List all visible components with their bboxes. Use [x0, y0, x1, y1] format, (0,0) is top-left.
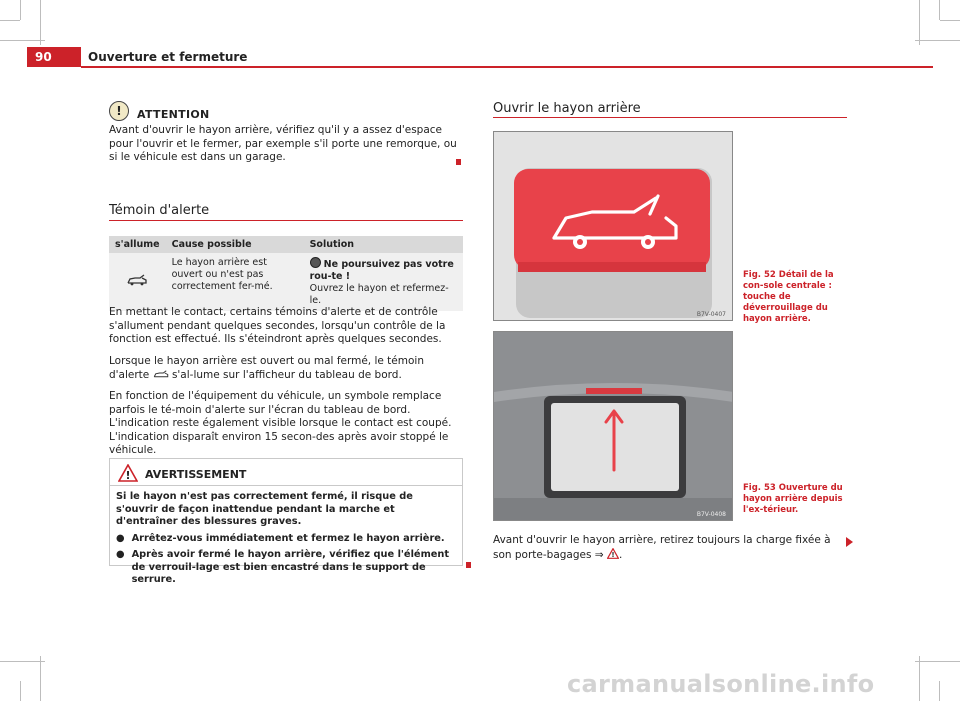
warning-box	[109, 458, 463, 585]
tailgate-button-illustration	[494, 132, 733, 321]
figure-53	[493, 331, 733, 521]
warning-title: AVERTISSEMENT	[145, 468, 247, 481]
attention-icon: !	[109, 101, 129, 121]
crop-mark	[915, 661, 960, 662]
paragraph-part: Lorsque le hayon arrière est ouvert ou mal fermé, le témoin d'alerte	[109, 355, 424, 381]
paragraph-part: .	[618, 548, 623, 561]
tailgate-exterior-illustration	[494, 332, 733, 521]
crop-mark	[940, 20, 960, 21]
open-tailgate-icon	[127, 274, 147, 286]
paragraph: En mettant le contact, certains témoins d'alerte et de contrôle s'allument pendant quelques secondes, lorsqu'un contrôle de la fonction est effectué. Ils s'éteindront après quelques secondes.	[109, 306, 446, 345]
section-rule	[109, 220, 463, 221]
section-title-warning-light: Témoin d'alerte	[109, 203, 210, 218]
table-header: s'allume	[109, 236, 166, 253]
table-row	[109, 253, 463, 311]
svg-text:!: !	[611, 550, 615, 559]
svg-text:!: !	[125, 469, 131, 482]
crop-mark	[0, 40, 45, 41]
crop-mark	[20, 681, 21, 701]
warning-light-table	[109, 236, 463, 311]
crop-mark	[919, 656, 920, 701]
header-rule	[81, 66, 933, 68]
crop-mark	[939, 681, 940, 701]
crop-mark	[919, 0, 920, 45]
list-item	[116, 549, 456, 587]
figure-caption: Fig. 52 Détail de la con-sole centrale : touche de déverrouillage du hayon arrière.	[743, 270, 834, 324]
attention-title: ATTENTION	[137, 108, 210, 121]
table-header: Solution	[304, 236, 463, 253]
watermark: carmanualsonline.info	[567, 670, 875, 698]
paragraph-part: s'al-lume sur l'afficheur du tableau de bord.	[171, 368, 402, 381]
solution-bold-text: Ne poursuivez pas votre rou-te !	[309, 259, 454, 282]
table-cell-cause: Le hayon arrière est ouvert ou n'est pas correctement fer-mé.	[166, 253, 304, 311]
crop-mark	[40, 0, 41, 45]
attention-text: Avant d'ouvrir le hayon arrière, vérifiez qu'il y a assez d'espace pour l'ouvrir et le fermer, par exemple s'il porte une remorque, ou si le véhicule est dans un garage.	[109, 124, 457, 163]
crop-mark	[939, 0, 940, 20]
figure-caption: Fig. 53 Ouverture du hayon arrière depuis l'ex-térieur.	[743, 483, 843, 515]
solution-text: Ouvrez le hayon et refermez-le.	[309, 283, 449, 306]
continue-arrow-icon	[846, 537, 853, 547]
section-end-marker	[456, 159, 461, 165]
table-header: Cause possible	[166, 236, 304, 253]
crop-mark	[0, 20, 20, 21]
figure-code: B7V-0408	[696, 511, 726, 518]
open-tailgate-icon	[153, 370, 169, 379]
bullet-dot: ●	[116, 549, 125, 560]
page-number: 90	[27, 47, 81, 67]
warning-triangle-icon	[118, 464, 138, 482]
bullet-text: Après avoir fermé le hayon arrière, vérifiez que l'élément de verrouil-lage est bien encastré dans le support de serrure.	[131, 549, 450, 585]
crop-mark	[915, 40, 960, 41]
paragraph	[493, 534, 843, 562]
warning-triangle-icon	[607, 548, 619, 559]
paragraph	[109, 355, 463, 382]
warning-box-header	[110, 459, 462, 485]
crop-mark	[40, 656, 41, 701]
table-cell-solution	[304, 253, 463, 311]
section-title-tailgate: Ouvrir le hayon arrière	[493, 101, 641, 116]
warning-intro: Si le hayon n'est pas correctement fermé, il risque de s'ouvrir de façon inattendue pendant la marche et d'entraîner des blessures graves.	[116, 491, 413, 527]
crop-mark	[20, 0, 21, 20]
figure-52	[493, 131, 733, 321]
list-item	[116, 533, 456, 546]
figure-code: B7V-0407	[696, 311, 726, 318]
table-cell-icon	[109, 253, 166, 311]
paragraph: En fonction de l'équipement du véhicule, un symbole remplace parfois le té-moin d'alerte sur l'écran du tableau de bord. L'indication reste également visible lorsque le contact est coupé. L'indication disparaît environ 15 secon-des après avoir stoppé le véhicule.	[109, 390, 452, 456]
section-rule	[493, 117, 847, 118]
warning-body	[110, 485, 462, 596]
bullet-text: Arrêtez-vous immédiatement et fermez le hayon arrière.	[131, 532, 445, 544]
bullet-dot: ●	[116, 532, 125, 544]
stop-icon	[310, 257, 321, 268]
page-header-title: Ouverture et fermeture	[88, 50, 248, 64]
section-end-marker	[466, 562, 471, 568]
crop-mark	[0, 661, 45, 662]
paragraph-part: Avant d'ouvrir le hayon arrière, retirez toujours la charge fixée à son porte-bagages ⇒	[493, 534, 831, 561]
